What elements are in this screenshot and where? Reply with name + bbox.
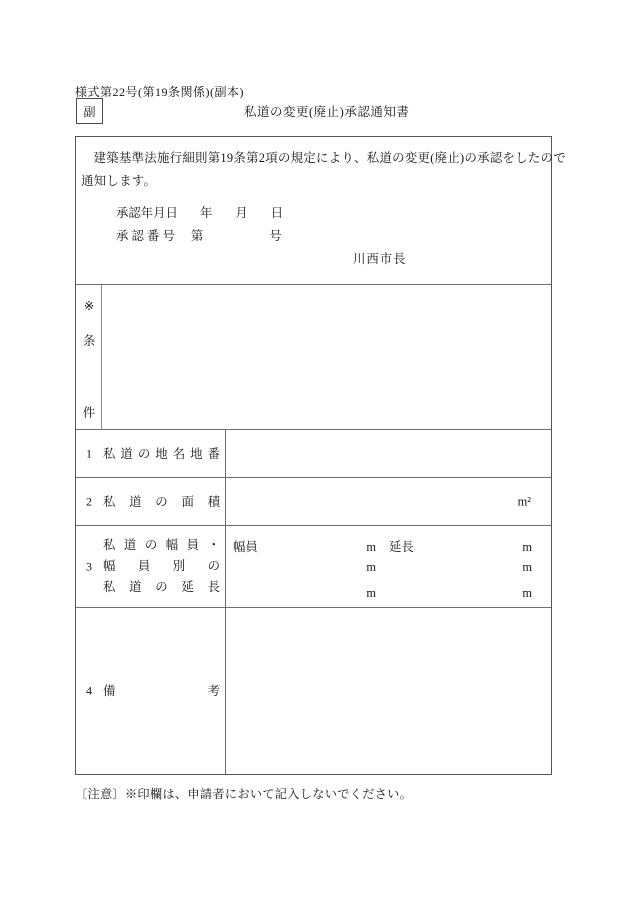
- row3-label-line-2: 幅 員 別 の: [103, 559, 220, 573]
- copy-stamp-box: [76, 98, 103, 124]
- document-title: 私道の変更(廃止)承認通知書: [244, 105, 410, 119]
- width-unit-3: m: [366, 586, 376, 600]
- approval-number-label: 承 認 番 号: [116, 229, 175, 243]
- copy-stamp-label: 副: [83, 104, 96, 119]
- table-row-3: [76, 526, 551, 608]
- approval-date-line: [116, 202, 546, 225]
- width-unit-1: m: [366, 540, 376, 554]
- length-unit-2: m: [522, 560, 532, 574]
- width-col-1: [233, 537, 376, 557]
- width-length-line-2: [226, 557, 551, 583]
- row3-number: 3: [86, 559, 92, 573]
- condition-char-2: 件: [82, 406, 96, 420]
- issuer-name: 川西市長: [353, 252, 407, 266]
- row3-label-line-3: 私 道 の 延 長: [103, 580, 220, 594]
- notice-body-line-1: 建築基準法施行細則第19条第2項の規定により、私道の変更(廃止)の承認をしたので: [93, 151, 567, 165]
- row4-label-cell: [76, 608, 226, 774]
- day-char: 日: [270, 206, 284, 220]
- width-length-line-3: [226, 583, 551, 609]
- row2-label-cell: [76, 478, 226, 525]
- length-col-3: [389, 583, 532, 603]
- row2-label: 私 道 の 面 積: [103, 494, 220, 509]
- row2-value-cell: [226, 478, 551, 525]
- year-char: 年: [199, 206, 213, 220]
- width-length-grid: [226, 526, 551, 609]
- row3-label-cell: [76, 526, 226, 607]
- condition-entry-area: [102, 285, 551, 429]
- table-row-4: [76, 608, 551, 774]
- width-header: 幅員: [233, 540, 258, 554]
- form-number: 様式第22号(第19条関係)(副本): [75, 85, 244, 99]
- row2-number: 2: [86, 494, 92, 508]
- row1-label: 私 道 の 地 名 地 番: [103, 446, 220, 461]
- length-unit-1: m: [522, 540, 532, 554]
- row1-value-cell: [226, 430, 551, 477]
- notice-body-line-2: 通知します。: [81, 174, 157, 188]
- month-char: 月: [235, 206, 248, 220]
- number-prefix: 第: [190, 229, 204, 243]
- width-length-line-1: [226, 537, 551, 557]
- main-table: [75, 136, 567, 775]
- length-col-2: [389, 557, 532, 577]
- width-col-3: [233, 583, 376, 603]
- condition-label-column: [76, 285, 102, 429]
- notice-section: [76, 137, 567, 285]
- width-col-2: [233, 557, 376, 577]
- row3-value-cell: [226, 526, 551, 607]
- length-header: 延長: [389, 540, 414, 554]
- condition-section: [76, 285, 551, 430]
- area-unit: m²: [517, 494, 531, 508]
- row3-label-line-1: 私 道 の 幅 員 ・: [103, 538, 220, 552]
- length-unit-3: m: [522, 586, 532, 600]
- condition-mark: ※: [83, 299, 95, 313]
- approval-number-line: [116, 225, 546, 248]
- row4-label: 備 考: [103, 684, 220, 698]
- table-row-2: [76, 478, 551, 526]
- footer-note: 〔注意〕※印欄は、申請者において記入しないでください。: [75, 787, 413, 801]
- table-row-1: [76, 430, 551, 478]
- row4-number: 4: [86, 683, 92, 698]
- row3-label: [103, 535, 220, 598]
- number-suffix: 号: [269, 229, 282, 243]
- length-col-1: [389, 537, 532, 557]
- approval-block: [81, 202, 546, 271]
- row4-value-cell: [226, 608, 551, 774]
- width-unit-2: m: [366, 560, 376, 574]
- condition-char-1: 条: [82, 334, 96, 348]
- approval-date-label: 承認年月日: [116, 206, 178, 220]
- row1-number: 1: [86, 446, 92, 460]
- row1-label-cell: [76, 430, 226, 477]
